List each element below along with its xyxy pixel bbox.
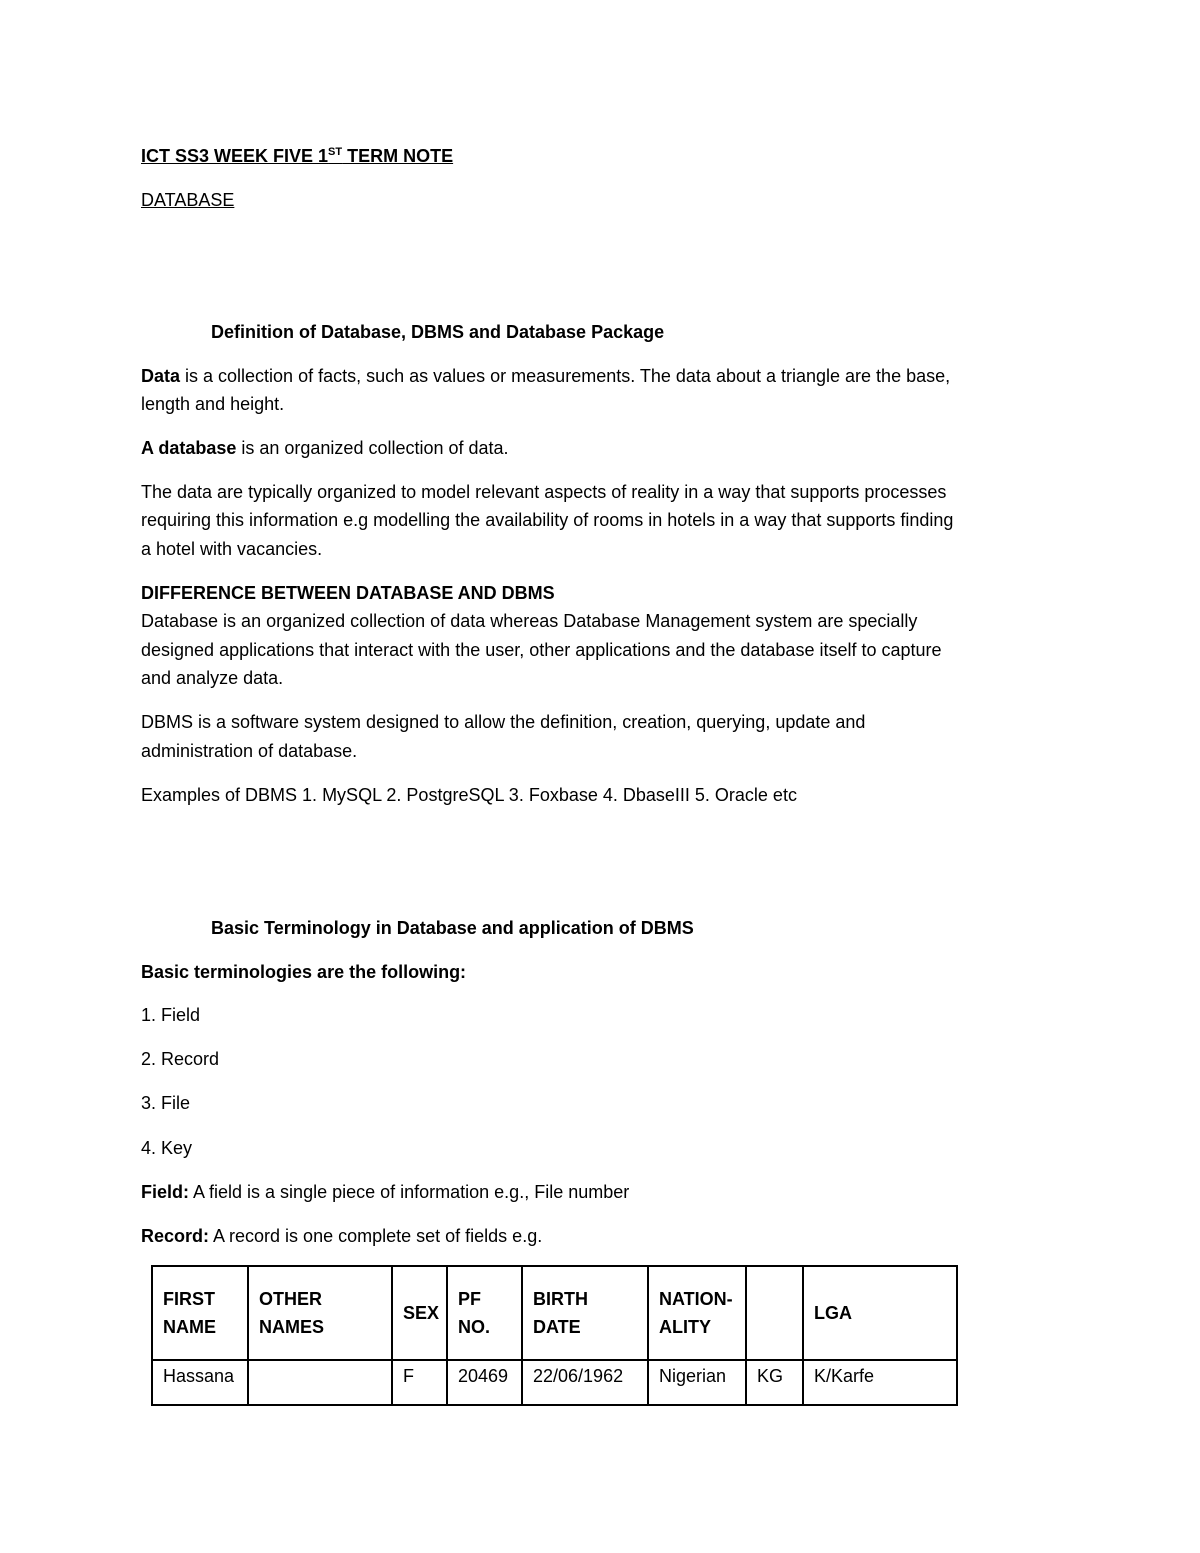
- data-definition: Data is a collection of facts, such as values or measurements. The data about a triangle are the base,: [141, 366, 951, 386]
- organization-paragraph-line-1: The data are typically organized to model relevant aspects of reality in a way that supports processes: [141, 482, 947, 502]
- table-cell: F: [392, 1360, 447, 1405]
- column-header-nationality: NATION- ALITY: [648, 1266, 746, 1360]
- list-item: 4. Key: [141, 1138, 193, 1158]
- difference-line-2: designed applications that interact with the user, other applications and the database itself to capture: [141, 640, 942, 660]
- organization-paragraph-line-3: a hotel with vacancies.: [141, 539, 323, 559]
- difference-line-1: Database is an organized collection of data whereas Database Management system are specially: [141, 611, 918, 631]
- column-header-lga: LGA: [803, 1266, 957, 1360]
- document-title: ICT SS3 WEEK FIVE 1ST TERM NOTE: [141, 146, 454, 166]
- dbms-definition-line-2: administration of database.: [141, 741, 358, 761]
- dbms-definition-line-1: DBMS is a software system designed to allow the definition, creation, querying, update and: [141, 712, 866, 732]
- column-header-sex: SEX: [392, 1266, 447, 1360]
- list-item: 2. Record: [141, 1049, 220, 1069]
- list-item: 1. Field: [141, 1005, 201, 1025]
- data-definition-cont: length and height.: [141, 394, 285, 414]
- column-header-birth-date: BIRTH DATE: [522, 1266, 648, 1360]
- table-cell: 22/06/1962: [522, 1360, 648, 1405]
- section-heading-definitions: Definition of Database, DBMS and Database Package: [211, 322, 665, 342]
- table-cell: Hassana: [152, 1360, 248, 1405]
- column-header-first-name: FIRST NAME: [152, 1266, 248, 1360]
- list-item: 3. File: [141, 1093, 191, 1113]
- database-definition: A database is an organized collection of data.: [141, 438, 509, 458]
- record-table: [151, 1265, 958, 1406]
- difference-line-3: and analyze data.: [141, 668, 284, 688]
- column-header-pf-no: PF NO.: [447, 1266, 522, 1360]
- dbms-examples: Examples of DBMS 1. MySQL 2. PostgreSQL 3. Foxbase 4. DbaseIII 5. Oracle etc: [141, 785, 797, 805]
- table-cell: KG: [746, 1360, 803, 1405]
- record-definition: Record: A record is one complete set of fields e.g.: [141, 1226, 543, 1246]
- table-cell: 20469: [447, 1360, 522, 1405]
- section-heading-terminology: Basic Terminology in Database and application of DBMS: [211, 918, 694, 938]
- difference-heading: DIFFERENCE BETWEEN DATABASE AND DBMS: [141, 583, 555, 603]
- table-cell: K/Karfe: [803, 1360, 957, 1405]
- table-header-row: [152, 1266, 957, 1360]
- field-definition: Field: A field is a single piece of information e.g., File number: [141, 1182, 630, 1202]
- table-row: [152, 1360, 957, 1405]
- column-header-blank: [746, 1266, 803, 1360]
- document-subtitle: DATABASE: [141, 190, 235, 210]
- table-cell: [248, 1360, 392, 1405]
- table-cell: Nigerian: [648, 1360, 746, 1405]
- organization-paragraph-line-2: requiring this information e.g modelling the availability of rooms in hotels in a way that supports finding: [141, 510, 954, 530]
- terminology-intro: Basic terminologies are the following:: [141, 962, 467, 982]
- column-header-other-names: OTHER NAMES: [248, 1266, 392, 1360]
